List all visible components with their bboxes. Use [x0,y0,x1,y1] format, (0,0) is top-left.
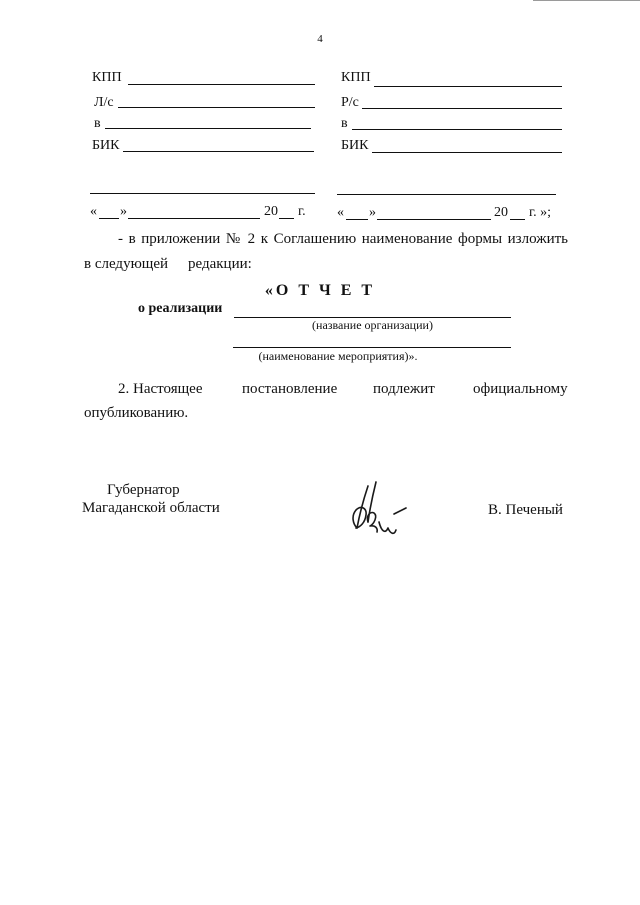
clause2-word-4: официальному [473,381,568,397]
right-bank-field [352,129,562,130]
right-kpp-field [374,86,562,87]
right-signature-line [337,194,556,195]
left-kpp-field [128,84,315,85]
left-date-year-field [279,218,294,219]
left-date-year: 20 [264,204,278,219]
left-bik-label: БИК [92,138,120,153]
right-date-year: 20 [494,205,508,220]
left-account-field [118,107,315,108]
right-date-suffix: г. »; [529,205,552,220]
left-signature-line [90,193,315,194]
left-bank-field [105,128,311,129]
left-date-month-field [128,218,260,219]
right-account-label: Р/с [341,95,359,110]
right-date-open-quote: « [337,205,344,220]
left-kpp-label: КПП [92,70,122,85]
right-date-close-quote: » [369,205,376,220]
page-edge-line [533,0,640,1]
event-name-field [233,347,511,348]
clause2-word-1: 2. Настоящее [118,381,203,397]
right-account-field [362,108,562,109]
handwritten-signature [340,478,420,540]
clause2-word-2: постановление [242,381,338,397]
left-account-label: Л/с [94,95,114,110]
right-date-month-field [377,219,491,220]
left-date-suffix: г. [298,204,306,219]
clause2-word-3: подлежит [373,381,435,397]
signatory-name: В. Печеный [488,502,563,518]
right-bank-label: в [341,116,348,131]
left-date-open-quote: « [90,204,97,219]
left-date-close-quote: » [120,204,127,219]
amendment-line-2b: редакции: [188,256,252,272]
right-kpp-label: КПП [341,70,371,85]
page-number: 4 [317,33,323,45]
right-date-year-field [510,219,525,220]
clause2-line-2: опубликованию. [84,405,189,421]
left-bik-field [123,151,314,152]
right-bik-label: БИК [341,138,369,153]
right-bik-field [372,152,562,153]
event-caption: (наименование мероприятия)». [258,349,418,363]
amendment-line-2a: в следующей [84,256,169,272]
report-title: «О Т Ч Е Т [264,282,376,299]
signatory-title-line-1: Губернатор [107,482,180,498]
left-date-day-field [99,218,119,219]
report-label: о реализации [138,301,223,316]
right-date-day-field [346,219,368,220]
left-bank-label: в [94,116,101,131]
amendment-line-1: - в приложении № 2 к Соглашению наименование формы изложить [118,231,568,247]
signatory-title-line-2: Магаданской области [82,500,220,516]
organization-caption: (название организации) [312,318,433,332]
